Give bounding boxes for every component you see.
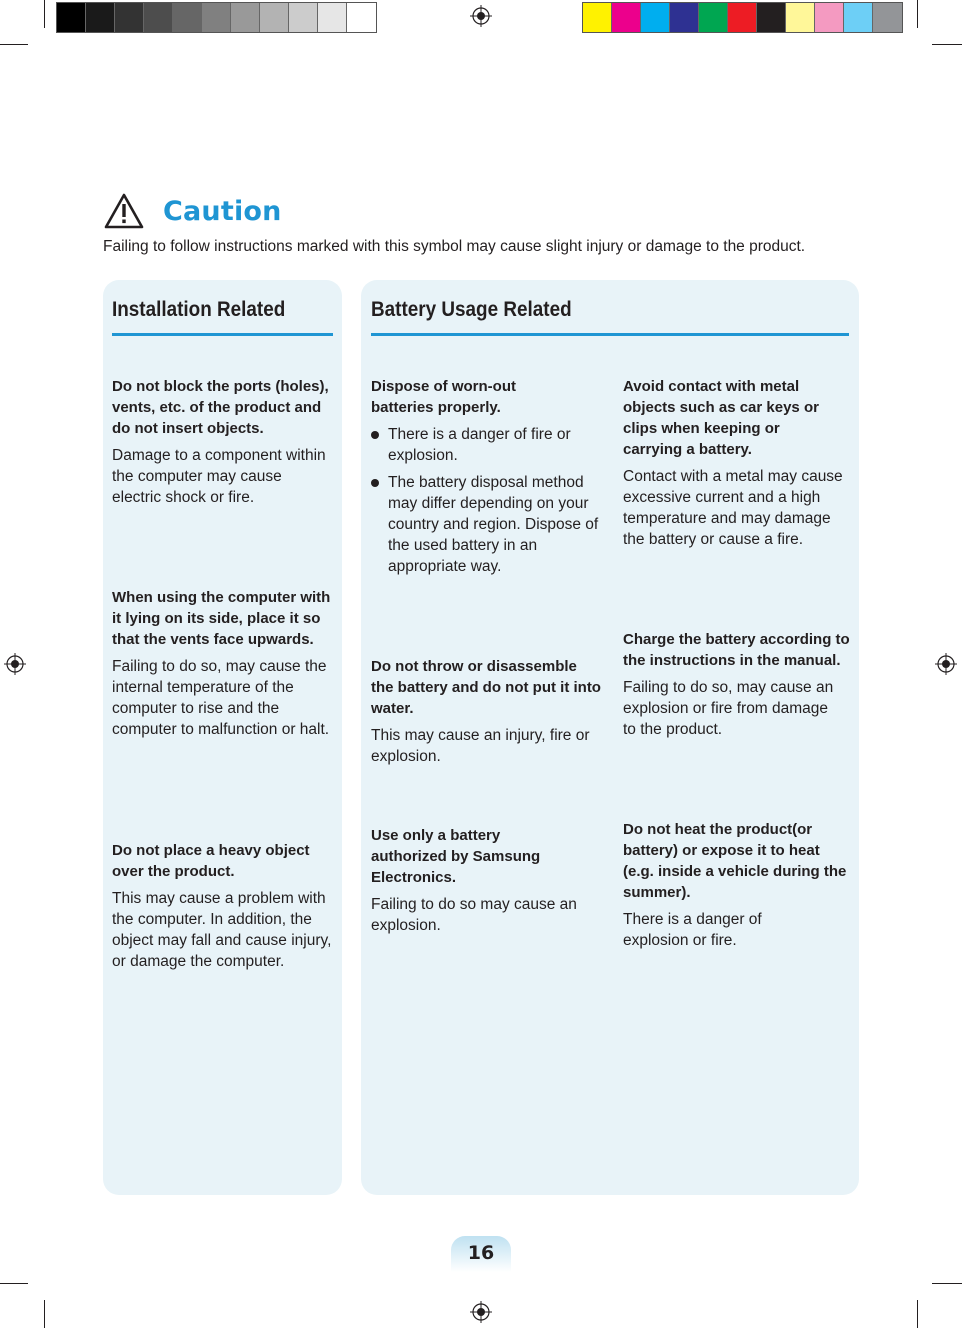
bullet-item: There is a danger of fire or explosion. bbox=[371, 424, 601, 466]
color-swatch bbox=[786, 3, 815, 32]
item-heading: Do not throw or disassemble the battery and do not put it into water. bbox=[371, 658, 601, 717]
installation-title-rule bbox=[112, 333, 333, 336]
battery-title: Battery Usage Related bbox=[371, 298, 572, 321]
item-body: Failing to do so, may cause an explosion or fire from damage to the product. bbox=[623, 679, 834, 738]
crop-mark bbox=[932, 1283, 962, 1284]
item-body: There is a danger of explosion or fire. bbox=[623, 911, 762, 949]
item-heading: Do not place a heavy object over the product. bbox=[112, 842, 310, 880]
crop-mark bbox=[0, 44, 28, 45]
item-heading: Avoid contact with metal objects such as car keys or clips when keeping or carrying a battery. bbox=[623, 378, 819, 458]
caution-description: Failing to follow instructions marked with this symbol may cause slight injury or damage to the product. bbox=[103, 238, 806, 255]
color-swatch bbox=[86, 3, 115, 32]
item-heading: Dispose of worn-out batteries properly. bbox=[371, 378, 516, 416]
item-heading: Do not block the ports (holes), vents, etc. of the product and do not insert objects. bbox=[112, 378, 329, 437]
color-swatch bbox=[873, 3, 902, 32]
color-swatch bbox=[202, 3, 231, 32]
registration-mark-icon bbox=[470, 5, 492, 27]
color-swatch bbox=[641, 3, 670, 32]
crop-mark bbox=[932, 44, 962, 45]
caution-heading bbox=[103, 192, 282, 230]
crop-mark bbox=[44, 0, 45, 28]
crop-mark bbox=[44, 1300, 45, 1328]
color-swatch bbox=[728, 3, 757, 32]
item-body: This may cause a problem with the computer. In addition, the object may fall and cause injury, or damage the computer. bbox=[112, 890, 332, 970]
bullet-item: The battery disposal method may differ depending on your country and region. Dispose of the used battery in an appropriate way. bbox=[371, 472, 601, 577]
color-swatch bbox=[144, 3, 173, 32]
installation-title: Installation Related bbox=[112, 298, 286, 321]
color-swatch bbox=[318, 3, 347, 32]
item-body: Failing to do so, may cause the internal temperature of the computer to rise and the computer to malfunction or halt. bbox=[112, 658, 330, 738]
bullet-dot-icon bbox=[371, 431, 379, 439]
color-swatch bbox=[115, 3, 144, 32]
color-swatch bbox=[173, 3, 202, 32]
battery-item bbox=[623, 629, 855, 740]
battery-item bbox=[623, 819, 849, 951]
registration-mark-icon bbox=[470, 1301, 492, 1323]
crop-mark bbox=[0, 1283, 28, 1284]
color-swatch bbox=[612, 3, 641, 32]
crop-mark bbox=[917, 1300, 918, 1328]
item-heading: When using the computer with it lying on its side, place it so that the vents face upwards. bbox=[112, 589, 331, 648]
registration-mark-icon bbox=[4, 653, 26, 675]
color-swatch bbox=[347, 3, 376, 32]
item-body: Failing to do so may cause an explosion. bbox=[371, 896, 577, 934]
battery-item bbox=[371, 376, 601, 583]
item-body: Contact with a metal may cause excessive current and a high temperature and may damage the battery or cause a fire. bbox=[623, 468, 843, 548]
color-swatch bbox=[815, 3, 844, 32]
item-heading: Charge the battery according to the instructions in the manual. bbox=[623, 631, 850, 669]
battery-item bbox=[371, 656, 601, 767]
battery-item bbox=[371, 825, 601, 936]
color-swatch bbox=[757, 3, 786, 32]
color-swatch bbox=[57, 3, 86, 32]
crop-mark bbox=[917, 0, 918, 28]
color-swatch bbox=[670, 3, 699, 32]
warning-triangle-icon bbox=[103, 192, 145, 230]
process-color-bar bbox=[582, 2, 903, 33]
color-swatch bbox=[699, 3, 728, 32]
bullet-list bbox=[371, 424, 601, 577]
color-swatch bbox=[583, 3, 612, 32]
battery-title-rule bbox=[371, 333, 849, 336]
page-number: 16 bbox=[467, 1242, 495, 1264]
item-heading: Use only a battery authorized by Samsung Electronics. bbox=[371, 827, 541, 886]
item-body: This may cause an injury, fire or explosion. bbox=[371, 727, 590, 765]
caution-title: Caution bbox=[163, 195, 282, 227]
page-number-tab bbox=[451, 1236, 511, 1272]
color-swatch bbox=[260, 3, 289, 32]
battery-item bbox=[623, 376, 849, 550]
item-body: Damage to a component within the computer may cause electric shock or fire. bbox=[112, 447, 326, 506]
color-swatch bbox=[231, 3, 260, 32]
installation-item bbox=[112, 587, 332, 740]
bullet-dot-icon bbox=[371, 479, 379, 487]
item-heading: Do not heat the product(or battery) or expose it to heat (e.g. inside a vehicle during the summer). bbox=[623, 821, 847, 901]
color-swatch bbox=[844, 3, 873, 32]
color-swatch bbox=[289, 3, 318, 32]
installation-item bbox=[112, 376, 332, 508]
installation-item bbox=[112, 840, 334, 972]
grayscale-color-bar bbox=[56, 2, 377, 33]
registration-mark-icon bbox=[935, 653, 957, 675]
